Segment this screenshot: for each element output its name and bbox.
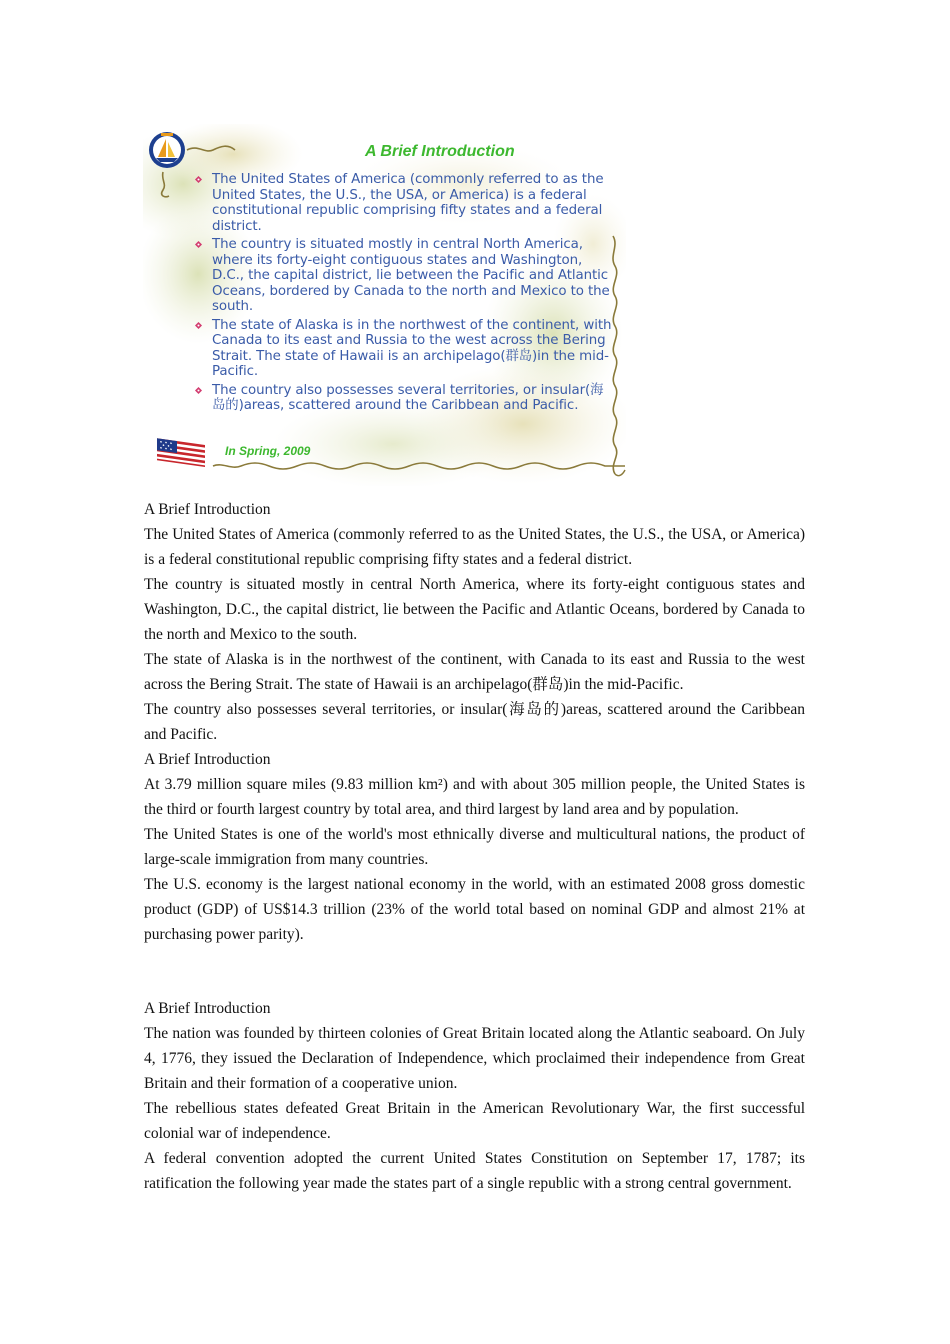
slide-bullet-item: [193, 172, 613, 234]
diamond-bullet-icon: [195, 176, 202, 183]
slide-bullet-text: The country is situated mostly in central North America, where its forty-eight contiguous states and Washington, D.C., the capital district, lie between the Pacific and Atlantic Oceans, bordered by Canada to the north and Mexico to the south.: [212, 237, 610, 314]
slide-bullet-list: [193, 172, 613, 417]
section-2: [144, 747, 805, 947]
diamond-bullet-icon: [195, 241, 202, 248]
paragraph: At 3.79 million square miles (9.83 million km²) and with about 305 million people, the United States is the third or fourth largest country by total area, and third largest by land area and by population.: [144, 776, 805, 818]
paragraph: The rebellious states defeated Great Britain in the American Revolutionary War, the first successful colonial war of independence.: [144, 1100, 805, 1142]
blank-spacer: [144, 947, 805, 996]
section-3: [144, 996, 805, 1196]
slide-date: In Spring, 2009: [225, 444, 311, 458]
slide-bullet-item: [193, 318, 613, 380]
paragraph: The country is situated mostly in central North America, where its forty-eight contiguous states and Washington, D.C., the capital district, lie between the Pacific and Atlantic Oceans, bordered by Canada to the north and Mexico to the south.: [144, 576, 805, 643]
paragraph: The country also possesses several territories, or insular(海岛的)areas, scattered around the Caribbean and Pacific.: [144, 701, 805, 743]
section-heading: A Brief Introduction: [144, 501, 271, 518]
slide-bullet-text: The United States of America (commonly referred to as the United States, the U.S., the USA, or America) is a federal constitutional republic comprising fifty states and a federal district.: [212, 172, 604, 234]
paragraph: The U.S. economy is the largest national economy in the world, with an estimated 2008 gross domestic product (GDP) of US$14.3 trillion (23% of the world total based on nominal GDP and almost 21% at purchasing power parity).: [144, 876, 805, 943]
paragraph: The United States is one of the world's most ethnically diverse and multicultural nations, the product of large-scale immigration from many countries.: [144, 826, 805, 868]
paragraph: The nation was founded by thirteen colonies of Great Britain located along the Atlantic seaboard. On July 4, 1776, they issued the Declaration of Independence, which proclaimed their independence from Great Britain and their formation of a cooperative union.: [144, 1025, 805, 1092]
diamond-bullet-icon: [195, 387, 202, 394]
slide-bullet-item: [193, 383, 613, 414]
sailboat-emblem-icon: [147, 130, 187, 170]
slide-bullet-text: The state of Alaska is in the northwest of the continent, with Canada to its east and Russia to the west across the Bering Strait. The state of Hawaii is an archipelago(群岛)in the mid-Pacific.: [212, 317, 612, 379]
slide-bullet-item: [193, 237, 613, 315]
slide-title: A Brief Introduction: [365, 143, 515, 160]
paragraph: The state of Alaska is in the northwest of the continent, with Canada to its east and Russia to the west across the Bering Strait. The state of Hawaii is an archipelago(群岛)in the mid-Pacific.: [144, 651, 805, 693]
document-body: [144, 497, 805, 1196]
us-flag-icon: [155, 434, 209, 470]
section-heading: A Brief Introduction: [144, 1000, 271, 1017]
section-heading: A Brief Introduction: [144, 751, 271, 768]
paragraph: The United States of America (commonly referred to as the United States, the U.S., the USA, or America) is a federal constitutional republic comprising fifty states and a federal district.: [144, 526, 805, 568]
paragraph: A federal convention adopted the current United States Constitution on September 17, 1787; its ratification the following year made the states part of a single republic with a strong central government.: [144, 1150, 805, 1192]
slide-bullet-text: The country also possesses several territories, or insular(海岛的)areas, scattered around the Caribbean and Pacific.: [212, 382, 604, 413]
slide-image: [143, 124, 626, 486]
section-1: [144, 497, 805, 747]
page-cutoff: [144, 1146, 805, 1196]
diamond-bullet-icon: [195, 322, 202, 329]
